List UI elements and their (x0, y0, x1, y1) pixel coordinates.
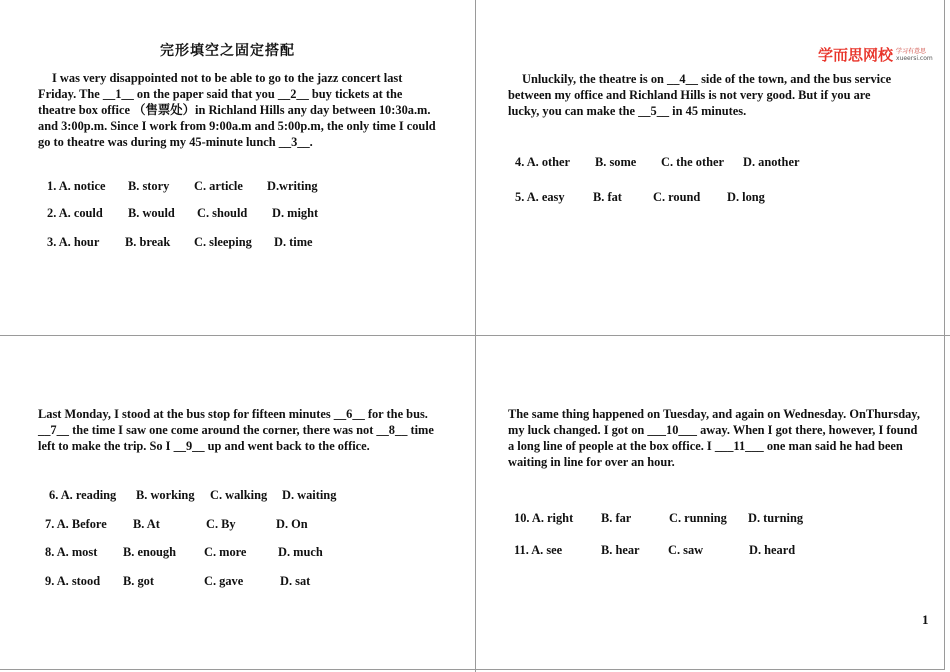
q6-option-d[interactable]: D. waiting (282, 488, 337, 502)
q9-option-a[interactable]: 9. A. stood (45, 574, 101, 588)
q2-option-a[interactable]: 2. A. could (47, 206, 103, 220)
q10-option-a[interactable]: 10. A. right (514, 511, 574, 525)
q11-option-a[interactable]: 11. A. see (514, 543, 563, 557)
q1-option-c[interactable]: C. article (194, 179, 243, 193)
q5-option-c[interactable]: C. round (653, 190, 701, 204)
q1-option-d[interactable]: D.writing (267, 179, 318, 193)
q5-option-d[interactable]: D. long (727, 190, 765, 204)
q10-option-c[interactable]: C. running (669, 511, 727, 525)
q10-option-b[interactable]: B. far (601, 511, 632, 525)
q3-option-d[interactable]: D. time (274, 235, 313, 249)
q10-option-d[interactable]: D. turning (748, 511, 804, 525)
q6-option-a[interactable]: 6. A. reading (49, 488, 117, 502)
q7-option-a[interactable]: 7. A. Before (45, 517, 107, 531)
q3-option-a[interactable]: 3. A. hour (47, 235, 100, 249)
q1-option-a[interactable]: 1. A. notice (47, 179, 106, 193)
q7-option-b[interactable]: B. At (133, 517, 160, 531)
q6-option-b[interactable]: B. working (136, 488, 195, 502)
q5-option-a[interactable]: 5. A. easy (515, 190, 565, 204)
q7-option-d[interactable]: D. On (276, 517, 308, 531)
q11-option-b[interactable]: B. hear (601, 543, 640, 557)
q7-option-c[interactable]: C. By (206, 517, 236, 531)
q5-option-b[interactable]: B. fat (593, 190, 622, 204)
q9-option-c[interactable]: C. gave (204, 574, 244, 588)
logo-url: xueersi.com (896, 55, 933, 62)
q4-option-b[interactable]: B. some (595, 155, 637, 169)
q4-option-c[interactable]: C. the other (661, 155, 724, 169)
q8-option-a[interactable]: 8. A. most (45, 545, 98, 559)
q3-option-c[interactable]: C. sleeping (194, 235, 252, 249)
logo-subtitle: 学习有意思 (896, 48, 927, 55)
q6-option-c[interactable]: C. walking (210, 488, 268, 502)
passage-paragraph-4: The same thing happened on Tuesday, and again on Wednesday. OnThursday, my luck changed. I got on ___10___ away. When I got there, however, I found a long line of people at the box office. I ___11___ one man said he had been waiting in line for over an hour. (508, 407, 920, 469)
q3-option-b[interactable]: B. break (125, 235, 171, 249)
q1-option-b[interactable]: B. story (128, 179, 170, 193)
passage-paragraph-3: Last Monday, I stood at the bus stop for fifteen minutes __6__ for the bus. __7__ the time I saw one come around the corner, there was not __8__ time left to make the trip. So I __9__ up and went back to the office. (38, 407, 434, 453)
q11-option-c[interactable]: C. saw (668, 543, 704, 557)
q8-option-c[interactable]: C. more (204, 545, 247, 559)
q8-option-d[interactable]: D. much (278, 545, 323, 559)
page-title: 完形填空之固定搭配 (160, 43, 295, 59)
q2-option-b[interactable]: B. would (128, 206, 175, 220)
logo-name: 学而思网校 (818, 46, 894, 64)
q9-option-d[interactable]: D. sat (280, 574, 311, 588)
q8-option-b[interactable]: B. enough (123, 545, 177, 559)
q11-option-d[interactable]: D. heard (749, 543, 796, 557)
q2-option-c[interactable]: C. should (197, 206, 248, 220)
page-number: 1 (922, 612, 929, 627)
q2-option-d[interactable]: D. might (272, 206, 319, 220)
q4-option-a[interactable]: 4. A. other (515, 155, 571, 169)
q9-option-b[interactable]: B. got (123, 574, 154, 588)
brand-logo (818, 44, 933, 65)
passage-paragraph-1: I was very disappointed not to be able to go to the jazz concert last Friday. The __1__ on the paper said that you __2__ buy tickets at the theatre box office （售票处）in Richland Hills any day between 10:30a.m. and 3:00p.m. Since I work from 9:00a.m and 5:00p.m, the only time I could go to theatre was during my 45-minute lunch __3__. (38, 71, 436, 149)
q4-option-d[interactable]: D. another (743, 155, 800, 169)
passage-paragraph-2: Unluckily, the theatre is on __4__ side of the town, and the bus service between my office and Richland Hills is not very good. But if you are lucky, you can make the __5__ in 45 minutes. (508, 72, 892, 118)
